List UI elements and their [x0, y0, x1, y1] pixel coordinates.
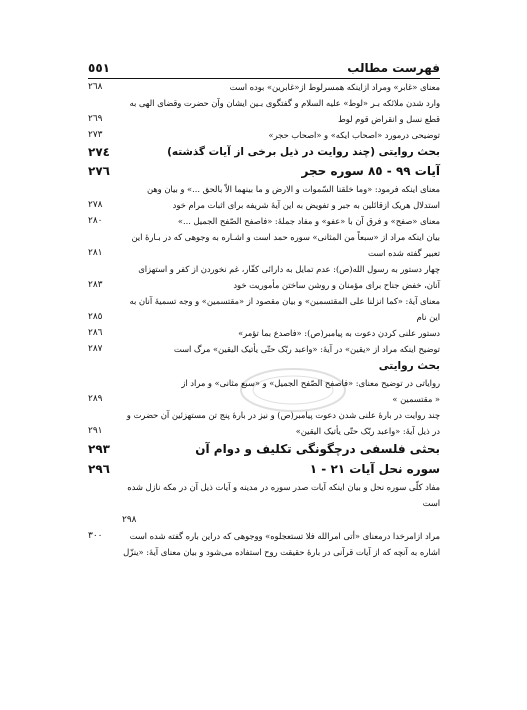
toc-entry-text: است — [422, 498, 440, 508]
toc-entry-text: وارد شدن ملائکه بـر «لوط» علیه السلام و گفتگوی بـین ایشان وآن حضرت وقضای الهی به — [129, 98, 440, 108]
toc-entry-text: روایاتی در توضیح معنای: «فاصفح الصّفح الجمیل» و «سبع مثانی» و مراد از — [181, 378, 440, 388]
toc-entry-text: معنای اینکه فرمود: «وما خلقنا السّموات و الارض و ما بینهما الاّ بالحق ...» و بیان وهن — [146, 184, 440, 194]
toc-entry — [88, 375, 440, 391]
toc-entry-text: بحثی فلسفی درچگونگی تکلیف و دوام آن — [195, 442, 440, 456]
toc-entry — [88, 293, 440, 309]
toc-page-number: ٢٨٥ — [88, 312, 103, 322]
toc-entry-text: بحث روایتی (چند روایت در ذیل برخی از آیات گذشته) — [167, 146, 440, 158]
toc-entry-text: بحث روایتی — [378, 360, 440, 372]
toc-entry-text: اشاره به آنچه که از آیات قرآنی در بارهٔ حقیقت روح استفاده می‌شود و بیان معنای آیهٔ: «ینزّل — [123, 547, 440, 557]
toc-entry-text: چند روایت در بارهٔ علنی شدن دعوت پیامبر(ص) و نیز در بارهٔ پنج تن مستهزئین آن حضرت و — [126, 410, 440, 420]
toc-page-number: ٢٩٦ — [88, 462, 110, 476]
toc-entry-text: در ذیل آیهٔ: «واعبد ربّک حتّی یأتیک الیقین» — [295, 426, 440, 436]
toc-entry — [88, 407, 440, 423]
toc-entry-text: چهار دستور به رسول الله(ص): عدم تمایل به دارائی کفّار، غم نخوردن از کفر و استهزای — [138, 264, 440, 274]
toc-entry — [88, 309, 440, 325]
toc-page-number: ٢٧٣ — [88, 130, 103, 140]
page-header — [88, 53, 440, 79]
toc-entry — [88, 511, 440, 528]
toc-page-number: ٢٨١ — [88, 248, 103, 258]
toc-entry-text: آنان، خفض جناح برای مؤمنان و روشن ساختن مأموریت خود — [233, 280, 440, 290]
toc-page-number: ٢٨٣ — [88, 280, 103, 290]
toc-entry-text: توضیحی درمورد «اصحاب ایکه» و «اصحاب حجر» — [268, 130, 440, 140]
toc-entry-text: مفاد کلّی سوره نحل و بیان اینکه آیات صدر سوره در مدینه و آیات ذیل آن در مکه نازل شده — [127, 482, 440, 492]
toc-entry — [88, 95, 440, 111]
toc-entry — [88, 197, 440, 213]
toc-entry — [88, 277, 440, 293]
toc-page-number: ٢٩١ — [88, 426, 103, 436]
toc-entry — [88, 544, 440, 560]
toc-entry — [88, 423, 440, 439]
toc-page-number: ٢٦٩ — [88, 114, 103, 124]
toc-entry — [88, 439, 440, 459]
toc-entry — [88, 111, 440, 127]
toc-entry-text: معنای «غابر» ومراد ازاینکه همسرلوط از«غابرین» بوده است — [229, 82, 440, 92]
toc-page-number: ٢٨٠ — [88, 216, 103, 226]
toc-entry — [88, 127, 440, 143]
toc-entry — [88, 459, 440, 479]
toc-entry-text: معنای آیهٔ: «کما انزلنا علی المقتسمین» و بیان مقصود از «مقتسمین» و وجه تسمیهٔ آنان به — [129, 296, 440, 306]
toc-entry — [88, 161, 440, 181]
toc-page-number: ٢٦٨ — [88, 82, 103, 92]
index-page — [88, 48, 440, 678]
toc-entry — [88, 143, 440, 161]
toc-page-number: ٢٨٧ — [88, 344, 103, 354]
toc-entry — [88, 325, 440, 341]
toc-entry-text: سوره نحل آیات ٢١ - ١ — [309, 462, 440, 476]
toc-entry — [88, 213, 440, 229]
toc-entry — [88, 181, 440, 197]
toc-entry-text: مراد ازامرخدا درمعنای «أتی امرالله فلا تستعجلوه» ووجوهی که دراین باره گفته شده است — [129, 531, 440, 541]
toc-entry-text: معنای «صفح» و فرق آن با «عفو» و مفاد جملهٔ: «فاصفح الصّفح الجمیل ...» — [177, 216, 440, 226]
toc-page-number: ٢٩٨ — [122, 515, 137, 525]
toc-entry-text: تعبیر گفته شده است — [368, 248, 440, 258]
toc-entry-text: قطع نسل و انقراض قوم لوط — [338, 114, 440, 124]
toc-entry — [88, 391, 440, 407]
toc-page-number: ٢٧٨ — [88, 200, 103, 210]
toc-page-number: ٢٨٦ — [88, 328, 103, 338]
toc-entry-text: « مقتسمین » — [392, 394, 440, 404]
toc-page-number: ٢٨٩ — [88, 394, 103, 404]
toc-entry-text: توضیح اینکه مراد از «یقین» در آیهٔ: «واعبد ربّک حتّی یأتیک الیقین» مرگ است — [173, 344, 440, 354]
table-of-contents — [88, 79, 440, 678]
toc-entry — [88, 495, 440, 511]
toc-entry — [88, 261, 440, 277]
toc-entry — [88, 528, 440, 544]
toc-page-number: ٢٧٦ — [88, 164, 110, 178]
toc-entry-text: دستور علنی کردن دعوت به پیامبر(ص): «فاصدع بما تؤمر» — [238, 328, 440, 338]
toc-entry-text: آیات ٩٩ - ٨٥ سوره حجر — [301, 164, 440, 178]
toc-entry-text: استدلال هریک ازقائلین به جبر و تفویض به این آیهٔ شریفه برای اثبات مرام خود — [172, 200, 440, 210]
page-number: ٥٥١ — [88, 61, 110, 75]
toc-entry — [88, 245, 440, 261]
page-title: فهرست مطالب — [347, 61, 440, 75]
toc-entry — [88, 357, 440, 375]
toc-entry-text: بیان اینکه مراد از «سبعاً من المثانی» سوره حمد است و اشـاره به وجوهی که در بـارهٔ این — [131, 232, 440, 242]
toc-entry-text: این نام — [416, 312, 440, 322]
toc-entry — [88, 341, 440, 357]
toc-entry — [88, 479, 440, 495]
toc-page-number: ٢٧٤ — [88, 145, 110, 159]
toc-entry — [88, 79, 440, 95]
toc-page-number: ٢٩٣ — [88, 442, 110, 456]
toc-page-number: ٣٠٠ — [88, 531, 103, 541]
toc-entry — [88, 229, 440, 245]
